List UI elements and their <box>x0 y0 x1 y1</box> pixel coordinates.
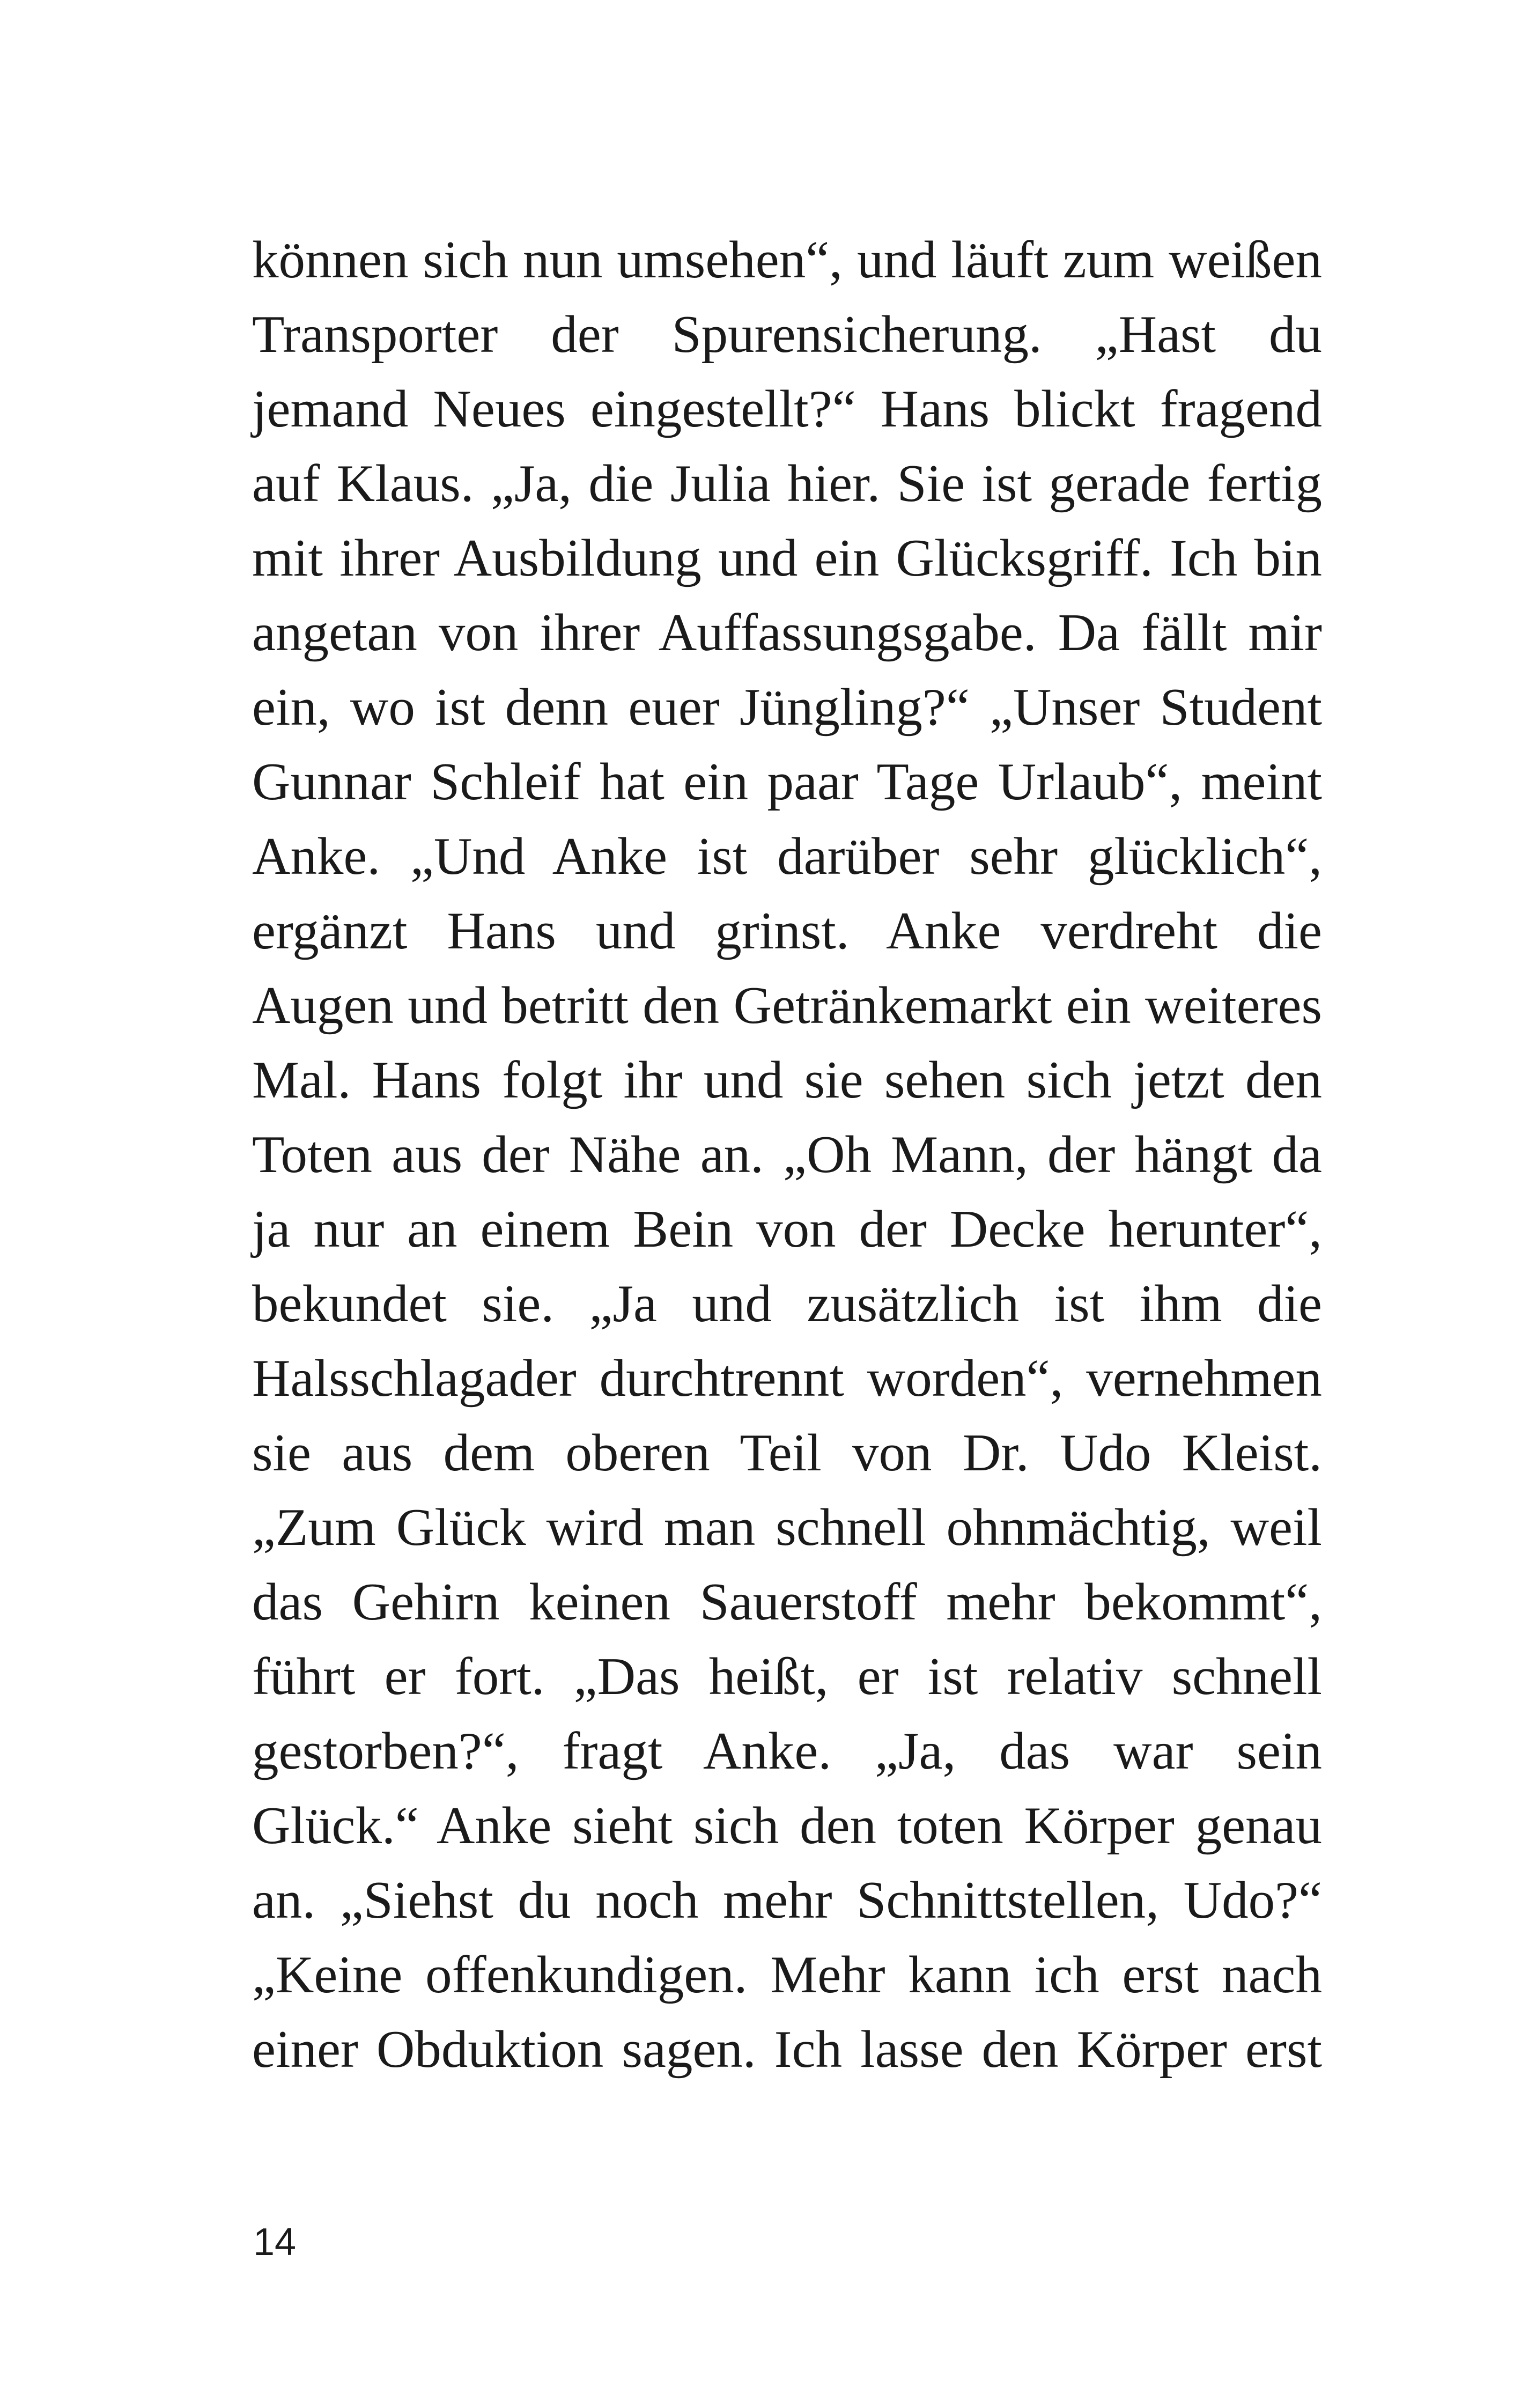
text-line: führt er fort. „Das heißt, er ist relativ schnell <box>252 1647 1322 1706</box>
text-line: Mal. Hans folgt ihr und sie sehen sich jetzt den <box>252 1051 1322 1109</box>
text-line: Anke. „Und Anke ist darüber sehr glücklich“, <box>252 827 1322 886</box>
text-line: einer Obduktion sagen. Ich lasse den Körper erst <box>252 2020 1322 2079</box>
text-line: angetan von ihrer Auffassungsgabe. Da fällt mir <box>252 603 1322 662</box>
text-line: sie aus dem oberen Teil von Dr. Udo Kleist. <box>252 1424 1322 1482</box>
text-line: Toten aus der Nähe an. „Oh Mann, der hängt da <box>252 1125 1322 1184</box>
text-line: Augen und betritt den Getränkemarkt ein weiteres <box>252 976 1322 1035</box>
text-line: auf Klaus. „Ja, die Julia hier. Sie ist gerade fertig <box>252 454 1322 513</box>
text-line: bekundet sie. „Ja und zusätzlich ist ihm die <box>252 1275 1322 1333</box>
text-line: jemand Neues eingestellt?“ Hans blickt fragend <box>252 380 1322 438</box>
body-text <box>252 223 1322 2087</box>
text-line: Glück.“ Anke sieht sich den toten Körper genau <box>252 1796 1322 1855</box>
text-line: können sich nun umsehen“, und läuft zum weißen <box>252 231 1322 289</box>
text-line: „Zum Glück wird man schnell ohnmächtig, weil <box>252 1498 1322 1557</box>
text-line: gestorben?“, fragt Anke. „Ja, das war sein <box>252 1722 1322 1780</box>
text-line: an. „Siehst du noch mehr Schnittstellen, Udo?“ <box>252 1871 1322 1930</box>
text-line: mit ihrer Ausbildung und ein Glücksgriff. Ich bin <box>252 529 1322 587</box>
text-line: Gunnar Schleif hat ein paar Tage Urlaub“, meint <box>252 753 1322 811</box>
text-line: Transporter der Spurensicherung. „Hast du <box>252 305 1322 364</box>
page-number: 14 <box>253 2221 297 2264</box>
text-line: das Gehirn keinen Sauerstoff mehr bekommt“, <box>252 1573 1322 1631</box>
text-line: Halsschlagader durchtrennt worden“, vernehmen <box>252 1349 1322 1408</box>
text-line: „Keine offenkundigen. Mehr kann ich erst nach <box>252 1946 1322 2004</box>
text-line: ein, wo ist denn euer Jüngling?“ „Unser Student <box>252 678 1322 737</box>
text-line: ja nur an einem Bein von der Decke herunter“, <box>252 1200 1322 1258</box>
text-line: ergänzt Hans und grinst. Anke verdreht die <box>252 902 1322 960</box>
